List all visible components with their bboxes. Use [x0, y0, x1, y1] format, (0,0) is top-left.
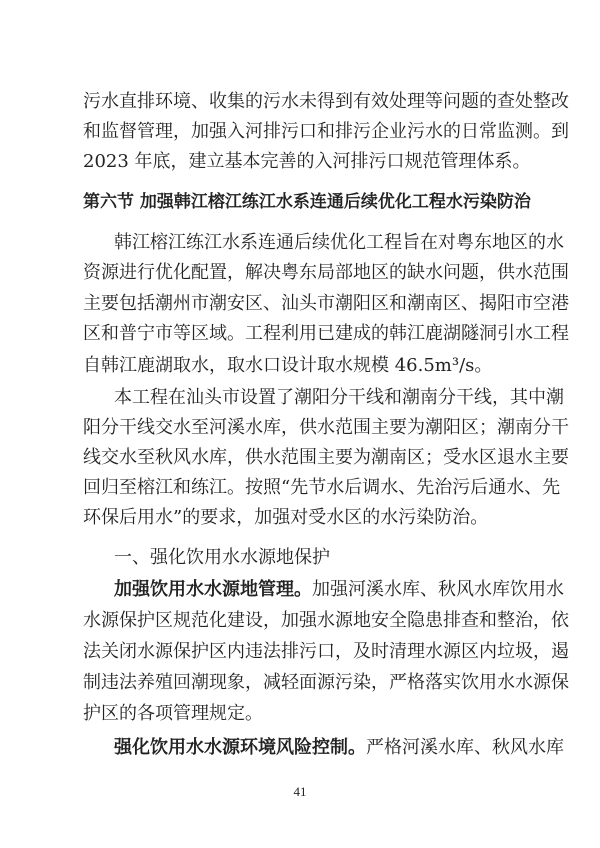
text-line: 阳分干线交水至河溪水库，供水范围主要为潮阳区；潮南分干: [83, 417, 569, 438]
text-line: 回归至榕江和练江。按照“先节水后调水、先治污后通水、先: [83, 477, 561, 498]
text-line: 水源保护区规范化建设，加强水源地安全隐患排查和整治，依: [83, 610, 569, 631]
text-line: 法关闭水源保护区内违法排污口，及时清理水源区内垃圾，遏: [83, 641, 569, 662]
line-text: 严格河溪水库、秋风水库: [366, 737, 564, 758]
text-line: 区和普宁市等区域。工程利用已建成的韩江鹿湖隧洞引水工程: [83, 323, 569, 344]
line-text: 加强河溪水库、秋风水库饮用水: [312, 579, 564, 600]
bold-lead-phrase: 加强饮用水水源地管理。: [114, 579, 312, 600]
page-number: 41: [293, 784, 307, 799]
text-line: 和监督管理，加强入河排污口和排污企业污水的日常监测。到: [83, 121, 569, 142]
text-line: 线交水至秋风水库，供水范围主要为潮南区；受水区退水主要: [83, 447, 569, 468]
bold-lead-phrase: 强化饮用水水源环境风险控制。: [114, 737, 366, 758]
text-line: 自韩江鹿湖取水，取水口设计取水规模 46.5m³/s。: [83, 355, 493, 376]
text-line: 韩江榕江练江水系连通后续优化工程旨在对粤东地区的水: [114, 232, 564, 253]
text-line: [114, 578, 564, 602]
text-line: 本工程在汕头市设置了潮阳分干线和潮南分干线，其中潮: [114, 387, 564, 408]
text-line: 2023 年底，建立基本完善的入河排污口规范管理体系。: [83, 151, 531, 172]
text-line: 制违法养殖回潮现象，减轻面源污染，严格落实饮用水水源保: [83, 672, 569, 693]
text-line: 护区的各项管理规定。: [83, 703, 263, 724]
section-heading: 第六节 加强韩江榕江练江水系连通后续优化工程水污染防治: [83, 192, 531, 212]
text-line: [114, 736, 564, 760]
subsection-heading: 一、强化饮用水水源地保护: [114, 547, 330, 568]
text-line: 资源进行优化配置，解决粤东局部地区的缺水问题，供水范围: [83, 262, 569, 283]
text-line: 主要包括潮州市潮安区、汕头市潮阳区和潮南区、揭阳市空港: [83, 293, 569, 314]
text-line: 污水直排环境、收集的污水未得到有效处理等问题的查处整改: [83, 91, 569, 112]
text-line: 环保后用水”的要求，加强对受水区的水污染防治。: [83, 507, 489, 528]
